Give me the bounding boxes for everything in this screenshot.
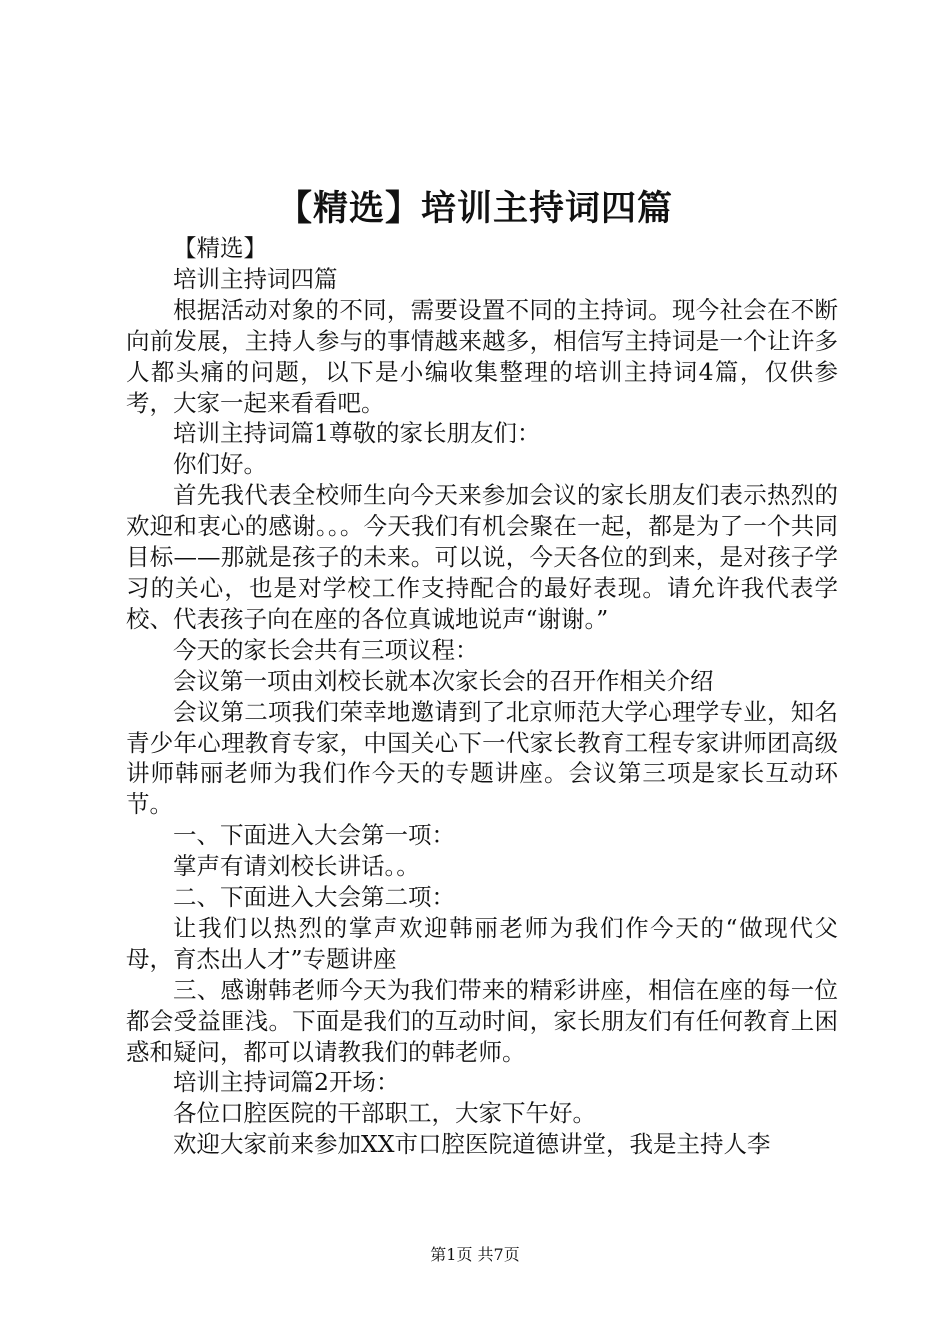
paragraph: 各位口腔医院的干部职工，大家下午好。 <box>173 1099 596 1128</box>
paragraph: 根据活动对象的不同，需要设置不同的主持词。现今社会在不断向前发展，主持人参与的事情越来越多，相信写主持词是一个让许多人都头痛的问题，以下是小编收集整理的培训主持词4篇，仅供参考，大家一起来看看吧。 <box>126 295 838 417</box>
paragraph: 培训主持词篇2开场： <box>173 1068 400 1097</box>
paragraph: 让我们以热烈的掌声欢迎韩丽老师为我们作今天的“做现代父母，育杰出人才”专题讲座 <box>126 913 838 973</box>
paragraph: 欢迎大家前来参加XX市口腔医院道德讲堂，我是主持人李 <box>173 1130 771 1159</box>
paragraph: 你们好。 <box>173 450 267 479</box>
paragraph: 会议第二项我们荣幸地邀请到了北京师范大学心理学专业，知名青少年心理教育专家，中国关心下一代家长教育工程专家讲师团高级讲师韩丽老师为我们作今天的专题讲座。会议第三项是家长互动环节。 <box>126 697 838 819</box>
paragraph: 培训主持词篇1尊敬的家长朋友们： <box>173 419 541 448</box>
page-number-footer: 第1页 共7页 <box>430 1245 520 1264</box>
paragraph: 今天的家长会共有三项议程： <box>173 635 479 664</box>
document-body <box>126 233 838 1160</box>
document-title: 【精选】培训主持词四篇 <box>276 188 673 229</box>
paragraph: 会议第一项由刘校长就本次家长会的召开作相关介绍 <box>173 666 714 695</box>
paragraph: 首先我代表全校师生向今天来参加会议的家长朋友们表示热烈的欢迎和衷心的感谢。。。今天我们有机会聚在一起，都是为了一个共同目标——那就是孩子的未来。可以说，今天各位的到来，是对孩子学习的关心，也是对学校工作支持配合的最好表现。请允许我代表学校、代表孩子向在座的各位真诚地说声“谢谢。” <box>126 481 838 633</box>
paragraph: 一、下面进入大会第一项： <box>173 821 455 850</box>
paragraph: 三、感谢韩老师今天为我们带来的精彩讲座，相信在座的每一位都会受益匪浅。下面是我们的互动时间，家长朋友们有任何教育上困惑和疑问，都可以请教我们的韩老师。 <box>126 975 838 1066</box>
paragraph: 二、下面进入大会第二项： <box>173 883 455 912</box>
paragraph: 培训主持词四篇 <box>173 264 338 293</box>
paragraph: 掌声有请刘校长讲话。。 <box>173 852 420 881</box>
paragraph: 【精选】 <box>173 234 267 262</box>
